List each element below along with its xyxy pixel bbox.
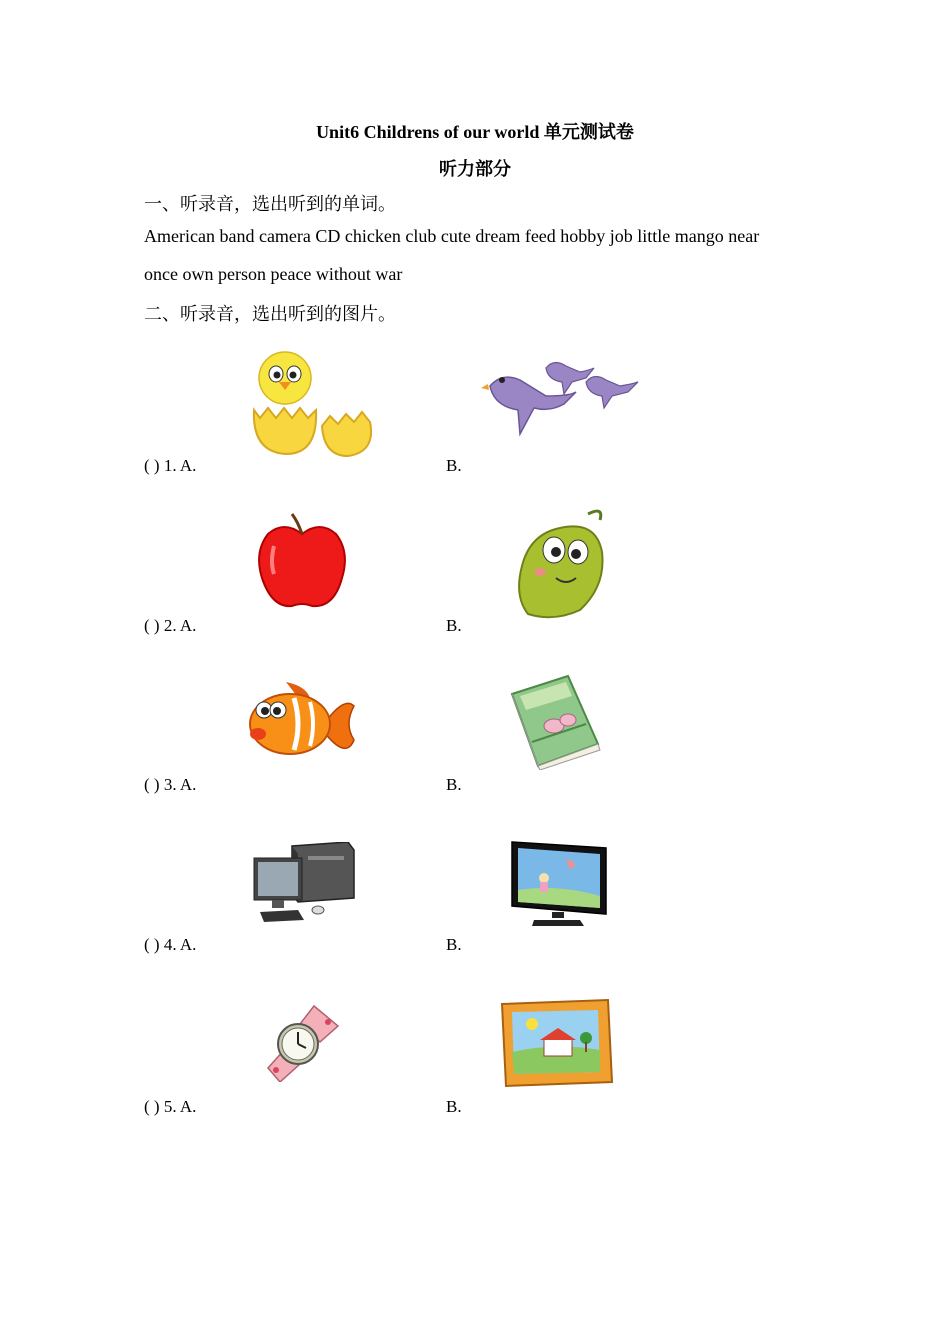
page-subtitle: 听力部分	[439, 159, 511, 179]
tv-icon	[510, 840, 608, 926]
birds-icon	[480, 352, 640, 448]
question-5-label: ( ) 5. A.	[144, 1097, 197, 1116]
question-4-option-b: B.	[446, 935, 462, 954]
picture-icon	[500, 998, 614, 1088]
book-icon	[508, 672, 602, 770]
page-title: Unit6 Childrens of our world 单元测试卷	[316, 122, 634, 142]
word-list-line-1: American band camera CD chicken club cute dream feed hobby job little mango near	[144, 226, 760, 246]
question-1-label: ( ) 1. A.	[144, 456, 197, 475]
section1-heading: 一、听录音，选出听到的单词。	[144, 194, 396, 214]
question-4-label: ( ) 4. A.	[144, 935, 197, 954]
chick-icon	[248, 348, 378, 460]
section2-heading: 二、听录音，选出听到的图片。	[144, 304, 396, 324]
question-1-option-b: B.	[446, 456, 462, 475]
computer-icon	[250, 842, 356, 924]
question-3-label: ( ) 3. A.	[144, 775, 197, 794]
question-3-option-b: B.	[446, 775, 462, 794]
watch-icon	[266, 1002, 342, 1082]
question-5-option-b: B.	[446, 1097, 462, 1116]
word-list-line-2: once own person peace without war	[144, 264, 403, 284]
apple-icon	[254, 512, 350, 610]
question-2-label: ( ) 2. A.	[144, 616, 197, 635]
fish-icon	[244, 680, 356, 768]
question-2-option-b: B.	[446, 616, 462, 635]
mango-icon	[514, 506, 608, 622]
